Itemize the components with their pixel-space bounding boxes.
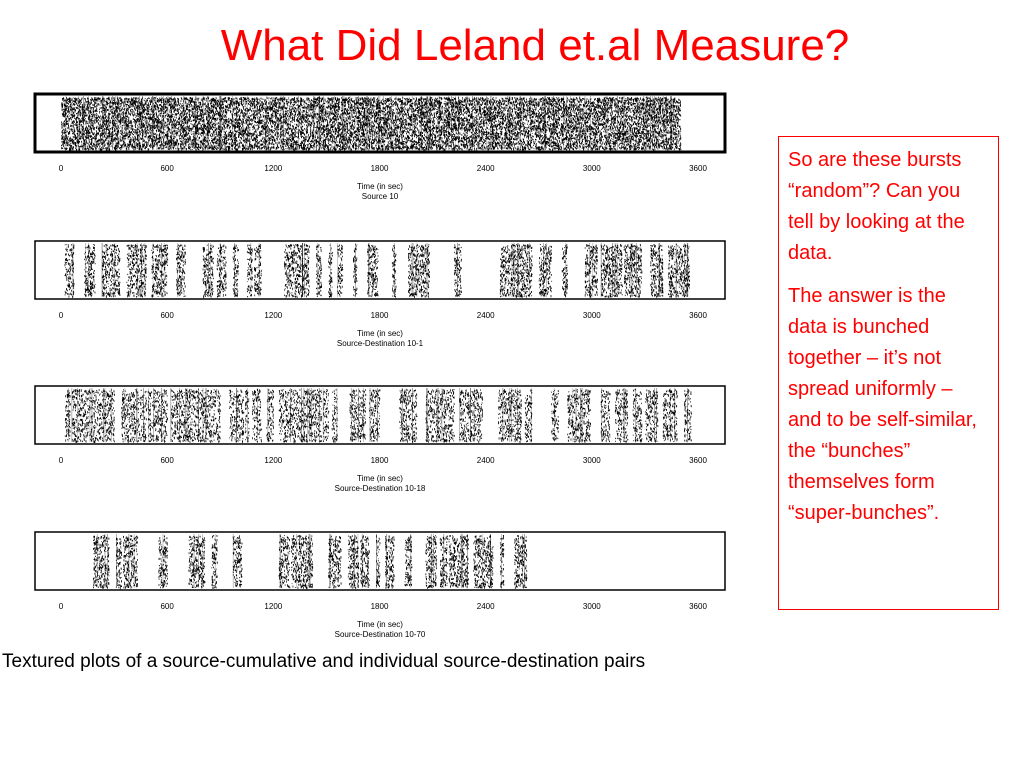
burst-20 bbox=[500, 534, 504, 588]
burst-texture bbox=[348, 535, 359, 589]
burst-6 bbox=[176, 243, 186, 297]
x-tick-label: 0 bbox=[58, 602, 64, 611]
burst-texture bbox=[84, 244, 96, 297]
burst-18 bbox=[392, 243, 397, 298]
burst-27 bbox=[684, 388, 692, 442]
burst-15 bbox=[399, 388, 417, 443]
burst-texture bbox=[369, 389, 380, 442]
burst-5 bbox=[189, 534, 206, 589]
burst-21 bbox=[514, 534, 527, 589]
burst-texture bbox=[668, 244, 690, 298]
burst-texture bbox=[328, 536, 341, 589]
burst-texture bbox=[123, 535, 138, 589]
burst-texture bbox=[551, 390, 559, 441]
plot-subtitle: Source-Destination 10-1 bbox=[336, 339, 424, 348]
burst-texture bbox=[601, 244, 623, 298]
burst-texture bbox=[459, 389, 483, 443]
x-tick-label: 2400 bbox=[476, 602, 495, 611]
burst-texture bbox=[266, 389, 274, 442]
burst-20 bbox=[551, 388, 559, 442]
x-tick-label: 1800 bbox=[370, 602, 389, 611]
burst-texture bbox=[279, 535, 291, 588]
burst-3 bbox=[121, 388, 147, 443]
burst-23 bbox=[562, 243, 568, 297]
burst-texture bbox=[539, 244, 552, 297]
burst-24 bbox=[633, 388, 643, 443]
x-axis-label: Time (in sec) bbox=[357, 474, 403, 483]
burst-25 bbox=[601, 243, 623, 298]
burst-19 bbox=[525, 388, 533, 442]
burst-1 bbox=[61, 96, 681, 151]
burst-texture bbox=[567, 389, 591, 443]
burst-texture bbox=[151, 244, 168, 298]
burst-7 bbox=[233, 534, 243, 588]
burst-12 bbox=[284, 243, 310, 298]
burst-10 bbox=[247, 243, 253, 297]
x-tick-label: 0 bbox=[58, 456, 64, 465]
burst-6 bbox=[212, 534, 218, 589]
burst-texture bbox=[684, 389, 692, 442]
x-tick-label: 0 bbox=[58, 164, 64, 173]
burst-texture bbox=[645, 389, 658, 442]
burst-texture bbox=[585, 244, 598, 297]
burst-9 bbox=[266, 388, 274, 442]
burst-texture bbox=[353, 244, 357, 296]
x-tick-label: 600 bbox=[160, 311, 174, 320]
burst-22 bbox=[539, 243, 552, 297]
burst-16 bbox=[426, 388, 455, 443]
burst-1 bbox=[65, 388, 71, 442]
commentary-paragraph-2: The answer is the data is bunched together – it’s not spread uniformly – and to be self-similar, the “bunches” themselves form “super-bunches”. bbox=[788, 285, 977, 524]
x-axis-label: Time (in sec) bbox=[357, 620, 403, 629]
burst-texture bbox=[337, 245, 343, 297]
burst-texture bbox=[65, 390, 71, 442]
burst-texture bbox=[500, 244, 533, 298]
burst-27 bbox=[650, 243, 663, 298]
x-tick-label: 1200 bbox=[264, 602, 283, 611]
burst-texture bbox=[212, 535, 218, 589]
burst-10 bbox=[328, 534, 341, 589]
burst-4 bbox=[158, 534, 168, 588]
burst-8 bbox=[217, 243, 227, 298]
burst-12 bbox=[360, 534, 370, 588]
x-tick-label: 2400 bbox=[476, 456, 495, 465]
burst-2 bbox=[72, 388, 115, 443]
burst-7 bbox=[245, 388, 249, 443]
textured-plot-2 bbox=[35, 241, 725, 348]
burst-14 bbox=[385, 534, 395, 589]
burst-25 bbox=[645, 388, 658, 443]
burst-14 bbox=[369, 388, 380, 442]
burst-texture bbox=[116, 538, 122, 589]
burst-11 bbox=[254, 243, 262, 297]
textured-plots-svg bbox=[8, 90, 760, 650]
burst-17 bbox=[440, 534, 448, 588]
burst-26 bbox=[663, 388, 678, 442]
burst-texture bbox=[449, 535, 469, 588]
burst-texture bbox=[408, 244, 430, 298]
burst-14 bbox=[328, 243, 333, 298]
x-axis-label: Time (in sec) bbox=[357, 182, 403, 191]
burst-texture bbox=[360, 535, 370, 588]
burst-9 bbox=[291, 534, 313, 589]
burst-11 bbox=[323, 388, 329, 442]
burst-texture bbox=[171, 389, 221, 443]
burst-texture bbox=[93, 535, 110, 589]
burst-texture bbox=[61, 97, 681, 151]
burst-texture bbox=[514, 535, 527, 589]
x-tick-label: 1200 bbox=[264, 311, 283, 320]
burst-2 bbox=[116, 534, 122, 589]
x-tick-label: 1200 bbox=[264, 164, 283, 173]
burst-texture bbox=[72, 389, 115, 443]
plot-subtitle: Source-Destination 10-70 bbox=[334, 630, 426, 639]
burst-9 bbox=[233, 243, 239, 297]
burst-texture bbox=[284, 244, 310, 298]
burst-texture bbox=[454, 244, 462, 297]
burst-19 bbox=[408, 243, 430, 298]
x-tick-label: 2400 bbox=[476, 164, 495, 173]
commentary-paragraph-1: So are these bursts “random”? Can you tell by looking at the data. bbox=[788, 149, 965, 264]
x-tick-label: 3600 bbox=[689, 456, 707, 465]
burst-18 bbox=[449, 534, 469, 588]
plot-frame bbox=[35, 532, 725, 590]
burst-5 bbox=[151, 243, 168, 298]
plot-subtitle: Source 10 bbox=[361, 192, 399, 201]
burst-texture bbox=[601, 390, 611, 442]
burst-texture bbox=[247, 245, 253, 298]
burst-texture bbox=[203, 245, 214, 299]
burst-10 bbox=[279, 388, 322, 443]
burst-texture bbox=[148, 389, 168, 442]
burst-2 bbox=[84, 243, 96, 297]
burst-5 bbox=[171, 388, 221, 443]
burst-texture bbox=[562, 244, 568, 297]
burst-texture bbox=[254, 244, 262, 296]
burst-texture bbox=[252, 389, 262, 443]
burst-13 bbox=[350, 388, 367, 442]
plot-subtitle: Source-Destination 10-18 bbox=[334, 484, 426, 493]
burst-3 bbox=[123, 534, 138, 589]
x-tick-label: 1800 bbox=[370, 311, 389, 320]
x-tick-label: 0 bbox=[58, 311, 64, 320]
x-tick-label: 1200 bbox=[264, 456, 283, 465]
burst-21 bbox=[500, 243, 533, 298]
burst-texture bbox=[399, 389, 417, 443]
burst-13 bbox=[376, 534, 380, 588]
burst-8 bbox=[252, 388, 262, 443]
burst-texture bbox=[633, 389, 643, 443]
burst-texture bbox=[127, 244, 147, 298]
textured-plot-1 bbox=[35, 94, 725, 201]
x-tick-label: 3600 bbox=[689, 311, 707, 320]
burst-16 bbox=[353, 243, 357, 297]
x-tick-label: 1800 bbox=[370, 456, 389, 465]
burst-3 bbox=[102, 243, 121, 298]
burst-17 bbox=[459, 388, 483, 443]
burst-15 bbox=[337, 243, 343, 297]
burst-texture bbox=[279, 389, 322, 443]
burst-16 bbox=[426, 534, 438, 589]
x-tick-label: 3000 bbox=[582, 164, 601, 173]
burst-texture bbox=[615, 389, 628, 443]
burst-texture bbox=[405, 535, 413, 586]
burst-1 bbox=[93, 534, 110, 589]
x-tick-label: 3600 bbox=[689, 164, 707, 173]
figure-caption: Textured plots of a source-cumulative and individual source-destination pairs bbox=[2, 651, 646, 672]
textured-plot-3 bbox=[35, 386, 725, 493]
x-axis-label: Time (in sec) bbox=[357, 329, 403, 338]
burst-texture bbox=[102, 244, 121, 298]
burst-11 bbox=[348, 534, 359, 589]
burst-texture bbox=[233, 535, 243, 587]
burst-20 bbox=[454, 243, 462, 297]
x-tick-label: 600 bbox=[160, 164, 174, 173]
burst-15 bbox=[405, 534, 413, 588]
burst-texture bbox=[233, 244, 239, 297]
burst-13 bbox=[316, 243, 322, 297]
x-tick-label: 3000 bbox=[582, 456, 601, 465]
burst-texture bbox=[500, 535, 504, 588]
burst-7 bbox=[203, 243, 214, 298]
x-tick-label: 600 bbox=[160, 456, 174, 465]
burst-26 bbox=[624, 243, 643, 298]
x-tick-label: 2400 bbox=[476, 311, 495, 320]
x-tick-label: 3000 bbox=[582, 602, 601, 611]
slide-title: What Did Leland et.al Measure? bbox=[220, 21, 850, 70]
burst-texture bbox=[624, 244, 643, 297]
burst-texture bbox=[291, 535, 313, 589]
burst-6 bbox=[229, 388, 244, 443]
burst-22 bbox=[601, 388, 611, 442]
burst-28 bbox=[668, 243, 690, 298]
burst-texture bbox=[323, 389, 329, 442]
x-tick-label: 1800 bbox=[370, 164, 389, 173]
textured-plot-4 bbox=[35, 532, 725, 639]
x-tick-label: 600 bbox=[160, 602, 174, 611]
burst-23 bbox=[615, 388, 628, 443]
burst-12 bbox=[332, 388, 338, 443]
burst-texture bbox=[525, 390, 533, 443]
burst-18 bbox=[498, 388, 522, 443]
commentary-box bbox=[778, 136, 999, 610]
burst-17 bbox=[367, 243, 379, 297]
burst-texture bbox=[350, 389, 367, 442]
burst-texture bbox=[426, 389, 455, 443]
burst-texture bbox=[650, 244, 663, 298]
burst-texture bbox=[217, 244, 227, 297]
burst-1 bbox=[65, 243, 75, 298]
burst-24 bbox=[585, 243, 598, 298]
x-tick-label: 3600 bbox=[689, 602, 707, 611]
burst-4 bbox=[127, 243, 147, 298]
burst-4 bbox=[148, 388, 168, 443]
burst-texture bbox=[316, 244, 322, 297]
x-tick-label: 3000 bbox=[582, 311, 601, 320]
burst-19 bbox=[473, 534, 493, 589]
burst-8 bbox=[279, 534, 291, 588]
textured-plots-figure bbox=[8, 90, 760, 650]
burst-21 bbox=[567, 388, 591, 443]
